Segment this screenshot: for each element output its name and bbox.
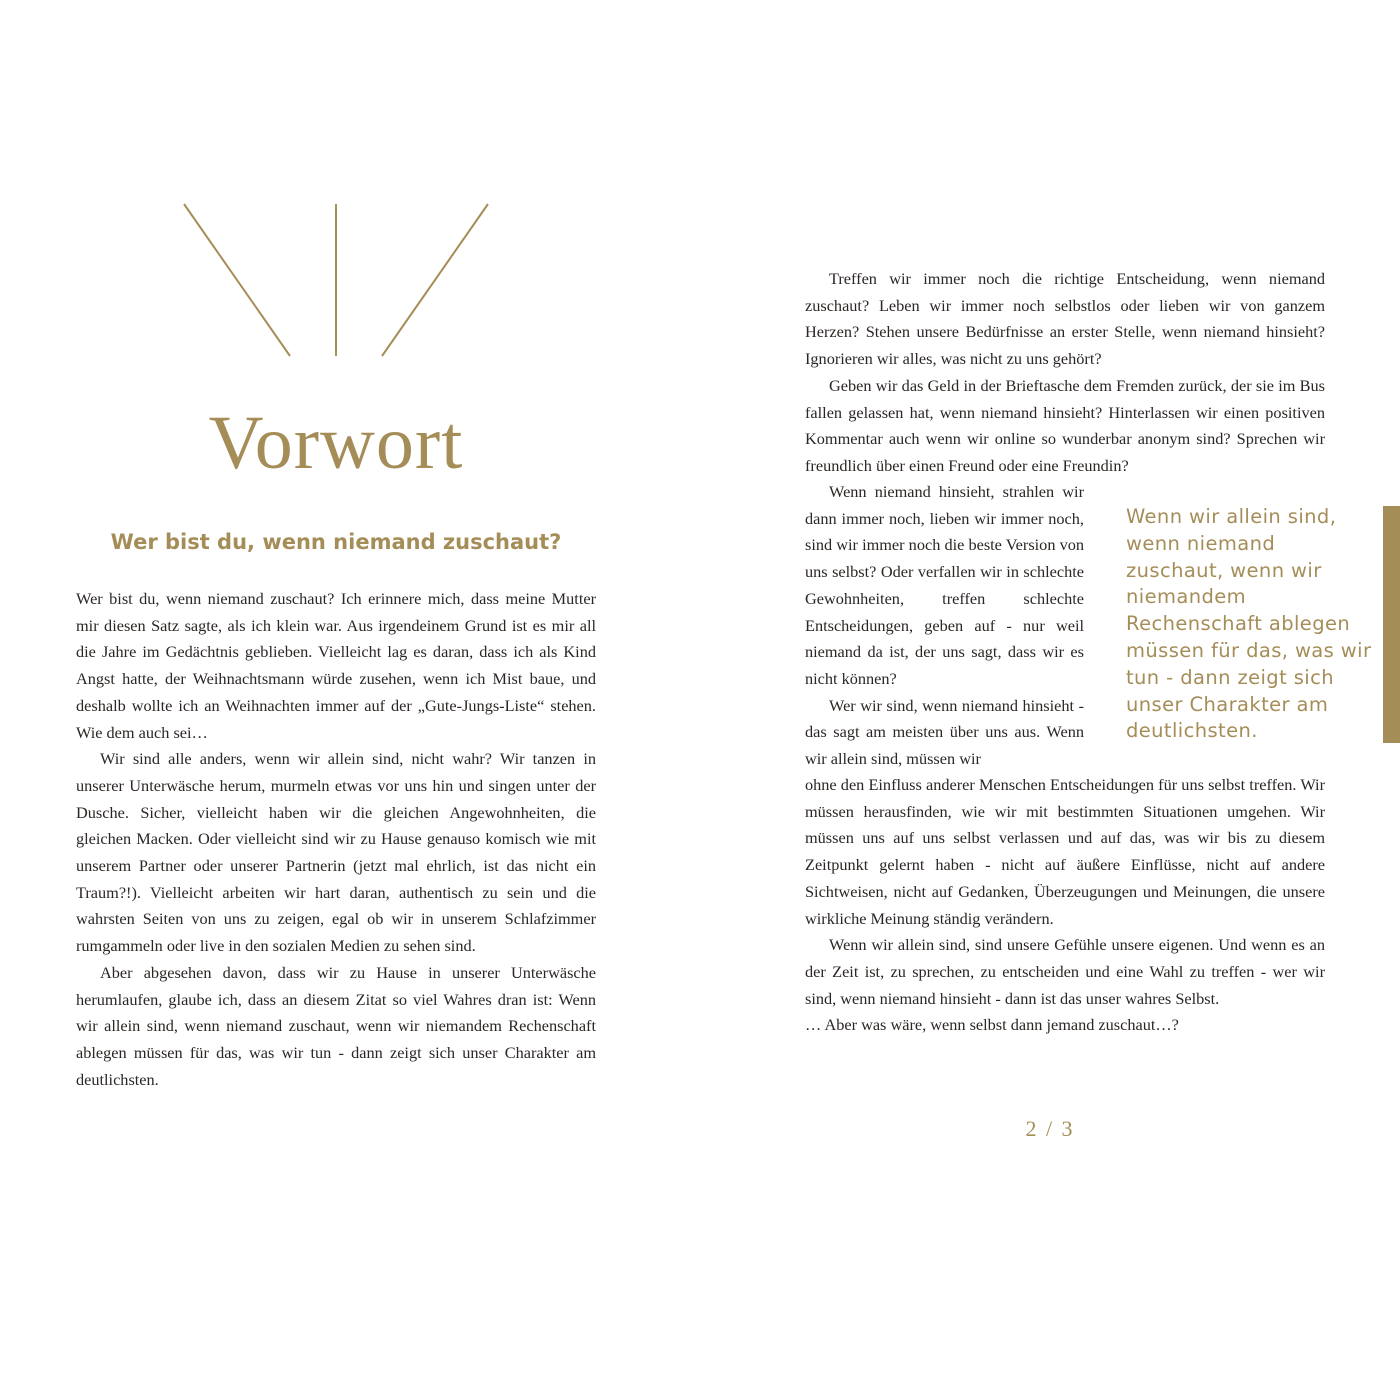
pull-quote: Wenn wir allein sind, wenn niemand zuschaut, wenn wir niemandem Rechenschaft ablegen müssen für das, was wir tun - dann zeigt sich unser Charakter am deutlichsten. [1126,505,1372,743]
paragraph: Wer wir sind, wenn niemand hinsieht - das sagt am meisten über uns aus. Wenn wir allein sind, müssen wir [805,695,1084,769]
paragraph: Wir sind alle anders, wenn wir allein sind, nicht wahr? Wir tanzen in unserer Unterwäsche herum, murmeln etwas vor uns hin und singen unter der Dusche. Sicher, vielleicht haben wir die gleichen Angewohnheiten, die gleichen Macken. Oder vielleicht sind wir zu Hause genauso komisch wie mit unserem Partner oder unserer Partnerin (jetzt mal ehrlich, ist das nicht ein Traum?!). Vielleicht arbeiten wir hart daran, authentisch zu sein und die wahrsten Seiten von uns zu zeigen, egal ob wir in unserem Schlafzimmer rumgammeln oder live in den sozialen Medien zu sehen sind. [76,749,596,956]
paragraph: Wenn wir allein sind, sind unsere Gefühle unsere eigenen. Und wenn es an der Zeit ist, zu sprechen, zu entscheiden und eine Wahl zu treffen - wer wir sind, wenn niemand hinsieht - dann ist das unser wahres Selbst. [805,935,1325,1008]
decorative-rays-icon [180,200,492,360]
paragraph: Treffen wir immer noch die richtige Entscheidung, wenn niemand zuschaut? Leben wir immer noch selbstlos oder lieben wir von ganzem Herzen? Stehen unsere Bedürfnisse an erster Stelle, wenn niemand hinsieht? Ignorieren wir alles, was nicht zu uns gehört? [805,269,1325,369]
paragraph: ohne den Einfluss anderer Menschen Entscheidungen für uns selbst treffen. Wir müssen herausfinden, wie wir mit bestimmten Situationen umgehen. Wir müssen uns auf uns selbst verlassen und auf das, was wir bis zu diesem Zeitpunkt gelernt haben - nicht auf äußere Einflüsse, nicht auf andere Sichtweisen, nicht auf Gedanken, Überzeugungen und Meinungen, die unsere wirkliche Meinung ständig verändern. [805,775,1325,928]
page-subtitle: Wer bist du, wenn niemand zuschaut? [110,530,562,554]
left-column-text [76,586,596,1093]
paragraph: Aber abgesehen davon, dass wir zu Hause in unserer Unterwäsche herumlaufen, glaube ich, dass an diesem Zitat so viel Wahres dran ist: Wenn wir allein sind, wenn niemand zuschaut, wenn wir niemandem Rechenschaft ablegen müssen für das, was wir tun - dann zeigt sich unser Charakter am deutlichsten. [76,962,596,1089]
paragraph: … Aber was wäre, wenn selbst dann jemand zuschaut…? [805,1015,1179,1035]
page-edge-tab [1383,506,1400,743]
right-column-narrow-text [805,479,1084,773]
page-title: Vorwort [208,401,464,485]
ray-left [184,204,290,356]
paragraph: Wer bist du, wenn niemand zuschaut? Ich erinnere mich, dass meine Mutter mir diesen Satz sagte, als ich klein war. Aus irgendeinem Grund ist es mir all die Jahre im Gedächtnis geblieben. Vielleicht lag es daran, dass ich als Kind Angst hatte, der Weihnachtsmann würde zusehen, wenn ich Mist baue, und deshalb wollte ich an Weihnachten immer auf der „Gute-Jungs-Liste“ stehen. Wie dem auch sei… [76,589,596,742]
right-column-bottom-text [805,772,1325,1039]
paragraph: Wenn niemand hinsieht, strahlen wir dann immer noch, lieben wir immer noch, sind wir immer noch die beste Version von uns selbst? Oder verfallen wir in schlechte Gewohnheiten, treffen schlechte Entscheidungen, geben auf - nur weil niemand da ist, der uns sagt, dass wir es nicht können? [805,482,1084,688]
page-number: 2 / 3 [1025,1116,1075,1141]
right-column-top-text [805,266,1325,480]
ray-right [382,204,488,356]
paragraph: Geben wir das Geld in der Brieftasche dem Fremden zurück, der sie im Bus fallen gelassen hat, wenn niemand hinsieht? Hinterlassen wir einen positiven Kommentar auch wenn wir online so wunderbar anonym sind? Sprechen wir freundlich über einen Freund oder eine Freundin? [805,375,1325,475]
